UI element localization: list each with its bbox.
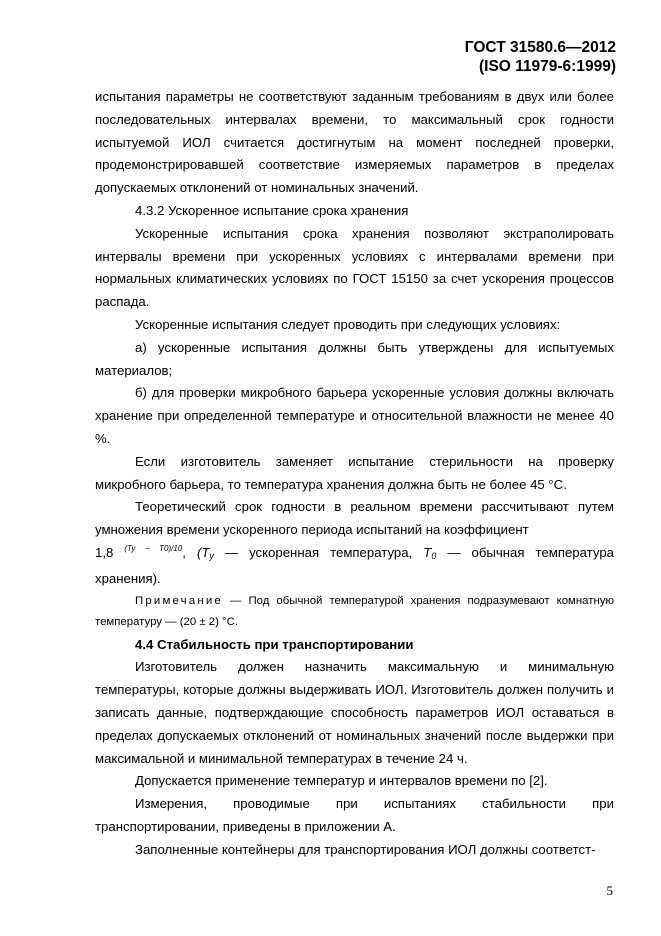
formula-line [95,542,614,568]
paragraph-continuation: испытания параметры не соответствуют заданным требованиям в двух или более последовательных интервалах времени, то максимальный срок годности испытуемой ИОЛ считается достигнутым на момент последней проверки, продемонстрировавшей соответствие измеряемых параметров в пределах допускаемых отклонений от номинальных значений. [95,89,614,196]
paragraph-shelf-life: Теоретический срок годности в реальном времени рассчитывают путем умножения времени ускоренного периода испытаний на коэффициент [95,499,614,538]
formula-t0-sub: 0 [431,550,437,561]
formula-separator: , [182,544,186,560]
paragraph-permitted: Допускается применение температур и интервалов времени по [2]. [135,773,548,789]
subsection-heading: 4.3.2 Ускоренное испытание срока хранения [135,202,409,218]
iso-reference: (ISO 11979-6:1999) [478,58,616,75]
paragraph-measurements: Измерения, проводимые при испытаниях стабильности при транспортировании, приведены в приложении А. [95,796,614,834]
paragraph-containers: Заполненные контейнеры для транспортирования ИОЛ должны соответст- [135,841,596,857]
standard-number: ГОСТ 31580.6—2012 [464,39,616,56]
list-item-b: б) для проверки микробного барьера ускоренные условия должны включать хранение при определенной температуре и относительной влажности не менее 40 %. [95,385,614,446]
formula-t0-text: — обычная температура [447,544,614,560]
note [95,591,614,634]
paragraph-manufacturer: Изготовитель должен назначить максимальную и минимальную температуры, которые должны выдерживать ИОЛ. Изготовитель должен получить и записать данные, подтверждающие способность параметров ИОЛ оставаться в пределах допускаемых отклонений от номинальных значений после выдержки при максимальной и минимальной температурах в течение 24 ч. [95,659,614,766]
document-body [95,86,614,862]
formula-ty-text: — ускоренная температура, [224,544,413,560]
formula-t0: T [423,544,432,560]
page-number: 5 [606,883,613,898]
note-text: — Под обычной температурой хранения подразумевают комнатную температуру — (20 ± 2) °C. [95,594,614,629]
list-item-a: а) ускоренные испытания должны быть утверждены для испытуемых материалов; [95,339,614,378]
formula-ty: (T [196,544,210,560]
formula-exponent: (Ty − T0)/10 [124,543,183,553]
section-heading: 4.4 Стабильность при транспортировании [135,636,414,652]
paragraph-formula-end: хранения). [95,570,161,586]
note-label: Примечание [135,594,223,607]
document-header [465,38,616,76]
formula-base: 1,8 [95,544,114,560]
paragraph-sterility: Если изготовитель заменяет испытание стерильности на проверку микробного барьера, то температура хранения должна быть не более 45 °C. [95,453,614,492]
paragraph-accelerated-tests: Ускоренные испытания срока хранения позволяют экстраполировать интервалы времени при ускоренных условиях с интервалами времени при нормальных климатических условиях по ГОСТ 15150 за счет ускорения процессов распада. [95,225,614,310]
formula-ty-sub: у [209,550,214,561]
paragraph-conditions-intro: Ускоренные испытания следует проводить при следующих условиях: [135,316,561,332]
